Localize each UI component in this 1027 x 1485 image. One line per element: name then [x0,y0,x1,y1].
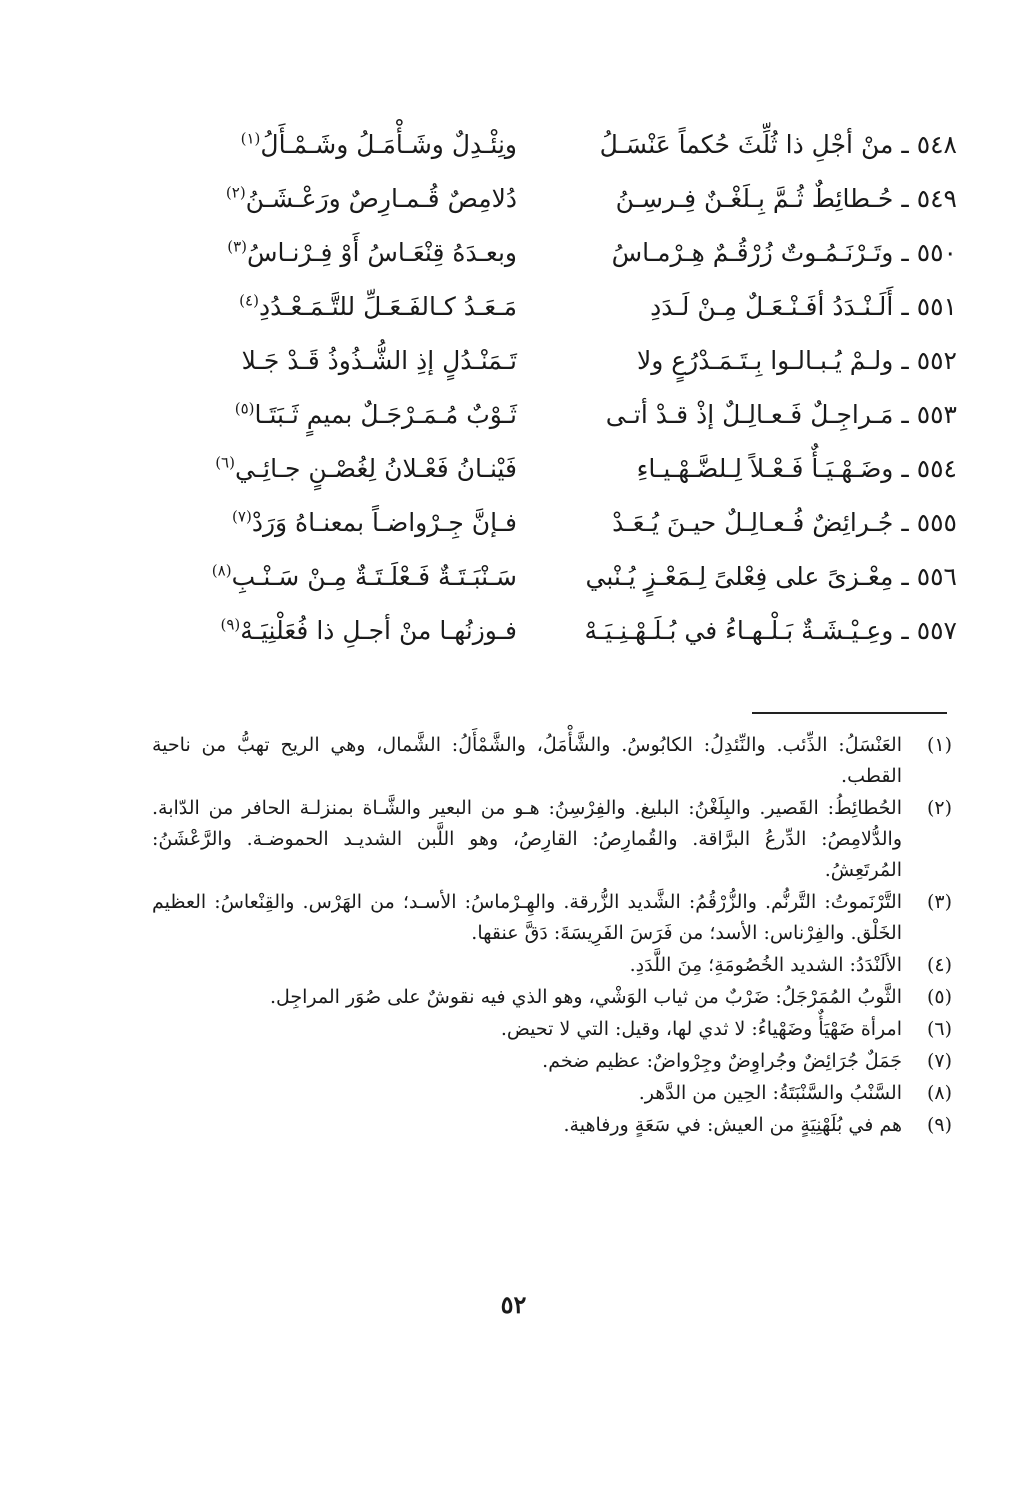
verse-number: ٥٥٢ [916,346,957,375]
verse-dash: ـ [901,292,909,321]
verse-first-hemistich [537,442,957,496]
verse-first-hemistich [537,334,957,388]
verse-sadr-text: مَـراجِـلٌ فَـعـالِـلٌ إذْ قـدْ أتـى [605,400,894,429]
verse-first-hemistich [537,226,957,280]
footnote-number: (٣) [926,891,952,913]
verse-dash: ـ [901,400,909,429]
verse-dash: ـ [901,184,909,213]
verse-second-hemistich [157,604,517,658]
footnote-marker: (٧) [232,507,252,526]
verse-dash: ـ [901,130,909,159]
verse-sadr-text: وضَـهْـيَـأٌ فَـعْـلاً لِـلضَّـهْـيـاءِ [636,454,894,483]
verse-line [157,604,957,658]
verse-first-hemistich [537,604,957,658]
verse-sadr-text: منْ أجْلِ ذا ثُلِّثَ حُكماً عَنْسَـلُ [599,130,894,159]
footnote [152,1078,952,1109]
footnote-marker: (٦) [215,453,235,472]
verse-second-hemistich [157,118,517,172]
footnote-number: (٥) [926,986,952,1008]
verse-number: ٥٥٣ [916,400,957,429]
verse-line [157,226,957,280]
verse-number: ٥٥٧ [916,616,957,645]
footnote-text: التَّرْنَموتُ: التَّرنُّم. والزُّرْقُمُ: الشَّديد الزُّرقة. والهِـرْماسُ: الأسـد؛ من الهَرْس. والقِنْعاسُ: العظيم الخَلْق. والفِرْناس: الأسد؛ من فَرَسَ الفَرِيسَةَ: دَقَّ عنقها. [152,891,902,944]
footnote [152,1110,952,1141]
verse-sadr-text: ولـمْ يُـبـالـوا بِـتَـمَـدْرُعٍ ولا [636,346,894,375]
verse-sadr-text: أَلَـنْـدَدُ أفَـنْـعَـلٌ مِـنْ لَـدَدِ [650,292,894,321]
footnote-marker: (٥) [234,399,255,418]
verse-sadr-text: جُـرائِضٌ فُـعـالِـلٌ حيـنَ يُـعَـدْ [612,508,894,537]
footnote-text: الألَنْدَدُ: الشديد الخُصُومَةِ؛ مِنَ اللَّدَدِ. [629,954,902,976]
verse-ajuz-text: فـإنَّ جِـرْواضـاً بمعنـاهُ وَرَدْ [251,508,517,537]
footnote-number: (٧) [926,1050,952,1072]
verse-sadr-text: مِعْـزىً على فِعْلىً لِـمَعْـزٍ يُـنْبي [585,562,894,591]
verse-ajuz-text: مَـعَـدُ كـالفَـعَـلِّ للتَّـمَـعْـدُدِ [258,292,517,321]
footnote-number: (٩) [926,1114,952,1136]
footnote-marker: (٨) [211,561,232,580]
verse-second-hemistich [157,442,517,496]
footnote [152,1014,952,1045]
verse-first-hemistich [537,496,957,550]
footnote-marker: (٩) [220,615,241,634]
verse-ajuz-text: دُلامِصٌ قُـمـارِصٌ ورَعْـشَـنُ [245,184,517,213]
verse-number: ٥٤٨ [916,130,957,159]
footnote-text: هم في بُلَهْنِيَةٍ من العيش: في سَعَةٍ ورفاهية. [563,1114,902,1136]
footnote-text: الثَّوبُ المُمَرْجَلُ: ضَرْبٌ من ثياب الوَشْي، وهو الذي فيه نقوشٌ على صُوَر المراجِل. [269,986,902,1008]
footnote-separator [752,712,947,714]
verse-first-hemistich [537,172,957,226]
verse-ajuz-text: ونِئْـدِلٌ وشَـأْمَـلُ وشَـمْـأَلُ [260,130,517,159]
verse-first-hemistich [537,280,957,334]
verse-number: ٥٤٩ [916,184,957,213]
verse-ajuz-text: فَيْنـانُ فَعْـلانُ لِغُصْـنٍ جـائِـي [234,454,517,483]
verse-second-hemistich [157,226,517,280]
footnote-marker: (١) [240,129,261,148]
verse-line [157,442,957,496]
verse-second-hemistich [157,388,517,442]
footnote-number: (٤) [926,954,952,976]
footnote-text: السَّنْبُ والسَّنْبَتَةُ: الحِين من الدَّهر. [638,1082,902,1104]
verse-dash: ـ [901,562,909,591]
verse-line [157,496,957,550]
verse-number: ٥٥٠ [916,238,957,267]
footnote-marker: (٢) [225,183,246,202]
verse-line [157,118,957,172]
footnote-number: (١) [926,734,952,756]
footnote-text: جَمَلٌ جُرَائِضٌ وجُراوِضٌ وجِرْواضٌ: عظيم ضخم. [542,1050,902,1072]
verse-first-hemistich [537,118,957,172]
page-number: ٥٢ [500,1290,527,1319]
verse-ajuz-text: تَـمَنْـدُلٍ إذِ الشُّـذُوذُ قَـدْ جَـلا [241,346,517,375]
verse-dash: ـ [901,454,909,483]
verse-line [157,280,957,334]
footnote-text: امرأة ضَهْيَأٌ وضَهْياءُ: لا ثدي لها، وقيل: التي لا تحيض. [500,1018,902,1040]
verse-sadr-text: وتَـرْنَـمُـوتٌ زُرْقُـمٌ هِـرْمـاسُ [611,238,894,267]
verse-number: ٥٥٥ [916,508,957,537]
verse-second-hemistich [157,550,517,604]
verse-dash: ـ [901,346,909,375]
footnote [152,887,952,949]
footnotes-block [152,730,952,1142]
footnote-number: (٦) [926,1018,952,1040]
footnote-text: العَنْسَلُ: الذِّئب. والنِّئدِلُ: الكابُوسُ. والشَّأْمَلُ، والشَّمْأَلُ: الشَّمال، وهي الريح تهبُّ من ناحية القطب. [152,734,902,787]
verse-dash: ـ [901,508,909,537]
verse-ajuz-text: فـوزنُهـا منْ أجـلِ ذا فُعَلْنِيَـهْ [240,616,517,645]
verse-first-hemistich [537,388,957,442]
verse-first-hemistich [537,550,957,604]
footnote [152,793,952,886]
verse-line [157,172,957,226]
poem-block [157,118,957,658]
footnote [152,1046,952,1077]
footnote-marker: (٤) [239,291,259,310]
footnote [152,982,952,1013]
verse-second-hemistich [157,334,517,388]
footnote [152,950,952,981]
verse-second-hemistich [157,496,517,550]
verse-number: ٥٥١ [916,292,957,321]
verse-ajuz-text: وبعـدَهُ قِنْعَـاسُ أَوْ فِـرْنـاسُ [247,238,517,267]
verse-line [157,334,957,388]
verse-sadr-text: حُـطائِطٌ ثُـمَّ بِـلَغْـنٌ فِـرسِـنُ [615,184,894,213]
verse-ajuz-text: سَـنْبَـتَـةٌ فَـعْلَـتَـةٌ مِـنْ سَـنْـبِ [231,562,517,591]
footnote-number: (٨) [926,1082,952,1104]
verse-dash: ـ [901,238,909,267]
footnote-text: الحُطائِطُ: القَصير. والبِلَغْنُ: البليغ. والفِرْسِنُ: هـو من البعير والشَّـاة بمنزلـة الحافر من الدّابة. والدُّلامِصُ: الدِّرعُ البرَّاقة. والقُمارِصُ: القارِصُ، وهو اللَّبن الشديـد الحموضـة. والرَّعْشَنُ: المُرتَعِشُ. [152,797,902,881]
verse-sadr-text: وعِـيْـشَـةٌ بَـلْـهـاءُ في بُـلَـهْـنِـيَـهْ [584,616,894,645]
footnote-marker: (٣) [227,237,247,256]
footnote [152,730,952,792]
verse-ajuz-text: ثَـوْبٌ مُـمَـرْجَـلٌ بميمٍ ثَـبَتَـا [254,400,517,429]
verse-line [157,388,957,442]
verse-line [157,550,957,604]
verse-number: ٥٥٦ [916,562,957,591]
footnote-number: (٢) [926,797,952,819]
verse-dash: ـ [901,616,909,645]
verse-number: ٥٥٤ [916,454,957,483]
verse-second-hemistich [157,172,517,226]
verse-second-hemistich [157,280,517,334]
